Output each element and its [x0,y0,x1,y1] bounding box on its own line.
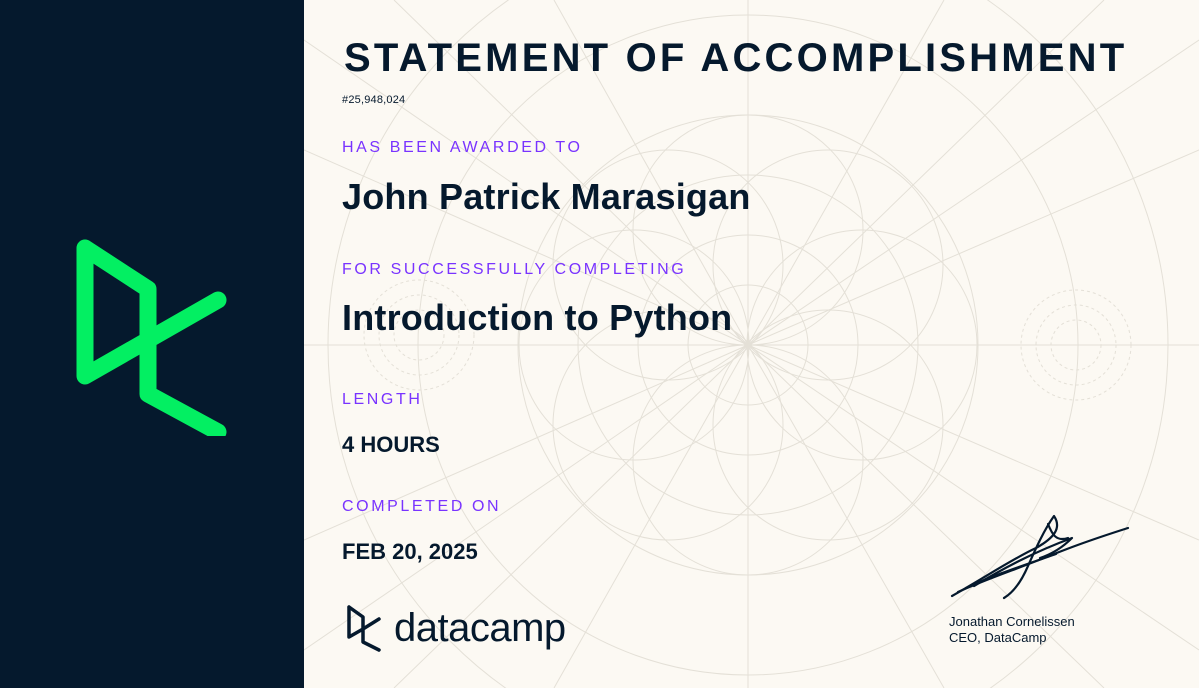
sidebar [0,0,304,688]
signatory-name: Jonathan Cornelissen [949,614,1075,629]
datacamp-wordmark: datacamp [394,606,566,650]
certificate-id: #25,948,024 [342,94,406,106]
course-name: Introduction to Python [342,297,733,338]
length-value: 4 HOURS [342,432,440,457]
certificate-title: STATEMENT OF ACCOMPLISHMENT [344,36,1128,80]
datacamp-logo-icon [74,236,230,436]
datacamp-brand [346,604,566,652]
signature-image [944,508,1134,606]
datacamp-logo-icon [346,604,382,652]
completed-value: FEB 20, 2025 [342,539,478,564]
completed-label: COMPLETED ON [342,498,502,515]
awarded-label: HAS BEEN AWARDED TO [342,139,583,156]
completing-label: FOR SUCCESSFULLY COMPLETING [342,261,687,278]
signatory-block [949,614,1075,646]
signatory-role: CEO, DataCamp [949,630,1047,645]
length-label: LENGTH [342,391,423,408]
recipient-name: John Patrick Marasigan [342,176,751,217]
